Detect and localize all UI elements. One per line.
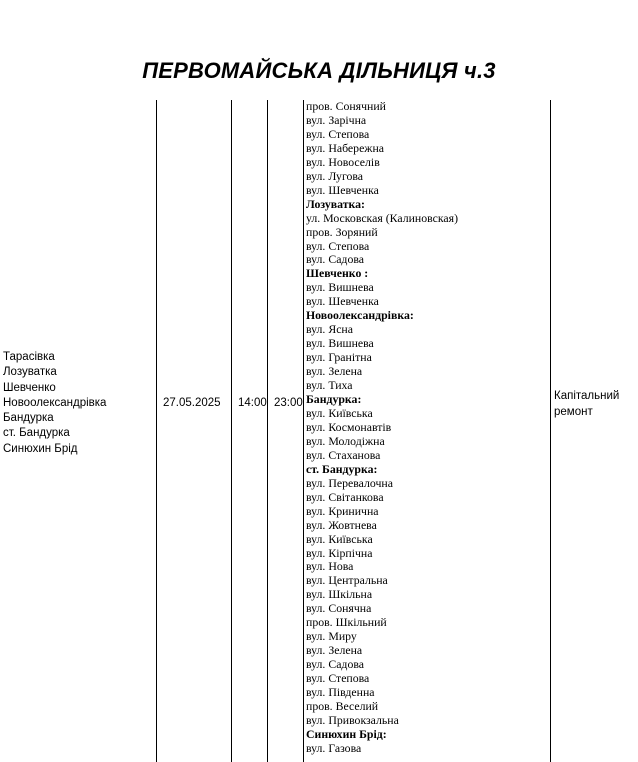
street-group-header: Новоолександрівка: xyxy=(306,308,414,323)
street-item: вул. Степова xyxy=(306,126,370,141)
street-item: вул. Кірпічна xyxy=(306,545,373,560)
reason-cell xyxy=(554,389,619,420)
street-item: пров. Зоряний xyxy=(306,224,378,239)
street-item: вул. Сонячна xyxy=(306,601,372,616)
street-item: вул. Тиха xyxy=(306,378,353,393)
street-item: вул. Південна xyxy=(306,685,375,700)
street-item: вул. Перевалочна xyxy=(306,475,393,490)
street-group-header: ст. Бандурка: xyxy=(306,461,378,476)
street-group-header: Лозуватка: xyxy=(306,196,365,211)
street-item: пров. Сонячний xyxy=(306,99,386,113)
street-item: вул. Зарічна xyxy=(306,112,367,127)
column-divider xyxy=(156,100,157,762)
street-item: вул. Ясна xyxy=(306,322,353,337)
street-item: вул. Шевченка xyxy=(306,294,379,309)
reason-line: Капітальний xyxy=(554,390,620,402)
street-item: вул. Стаханова xyxy=(306,447,381,462)
street-item: вул. Зелена xyxy=(306,364,363,379)
street-item: вул. Шкільна xyxy=(306,587,373,602)
column-divider xyxy=(550,100,551,762)
street-item: пров. Веселий xyxy=(306,698,379,713)
street-item: вул. Кринична xyxy=(306,503,379,518)
end-time-cell: 23:00 xyxy=(274,397,303,409)
street-item: вул. Світанкова xyxy=(306,489,384,504)
streets-cell xyxy=(306,100,550,756)
street-item: вул. Гранітна xyxy=(306,350,372,365)
reason-line: ремонт xyxy=(554,405,593,418)
street-item: вул. Центральна xyxy=(306,573,388,588)
street-item: вул. Зелена xyxy=(306,643,363,658)
street-item: ул. Московская (Калиновская) xyxy=(306,210,458,225)
column-divider xyxy=(303,100,304,762)
street-item: вул. Миру xyxy=(306,629,357,644)
settlement-name: Тарасівка xyxy=(3,351,55,363)
street-group-header: Синюхин Брід: xyxy=(306,726,387,741)
street-group-header: Шевченко : xyxy=(306,266,369,281)
street-item: вул. Садова xyxy=(306,252,364,267)
date-cell: 27.05.2025 xyxy=(163,397,221,409)
column-divider xyxy=(267,100,268,762)
street-item: пров. Шкільний xyxy=(306,615,387,630)
street-item: вул. Новоселів xyxy=(306,154,380,169)
settlement-name: ст. Бандурка xyxy=(3,427,70,440)
street-item: вул. Вишнева xyxy=(306,336,374,351)
page-title: ПЕРВОМАЙСЬКА ДІЛЬНИЦЯ ч.3 xyxy=(142,58,496,83)
settlement-name: Синюхин Брід xyxy=(3,442,78,455)
settlement-name: Новоолександрівка xyxy=(3,396,107,409)
street-item: вул. Київська xyxy=(306,405,373,420)
street-item: вул. Київська xyxy=(306,531,373,546)
street-item: вул. Привокзальна xyxy=(306,712,399,727)
street-item: вул. Молодіжна xyxy=(306,433,385,448)
street-item: вул. Газова xyxy=(306,740,362,755)
settlement-name: Лозуватка xyxy=(3,366,57,379)
street-item: вул. Набережна xyxy=(306,140,385,155)
start-time-cell: 14:00 xyxy=(238,397,267,409)
column-divider xyxy=(231,100,232,762)
settlement-name: Шевченко xyxy=(3,381,56,394)
street-item: вул. Степова xyxy=(306,238,370,253)
settlements-cell xyxy=(3,350,106,457)
street-item: вул. Космонавтів xyxy=(306,419,392,434)
street-group-header: Бандурка: xyxy=(306,392,362,407)
street-item: вул. Шевченка xyxy=(306,182,379,197)
settlement-name: Бандурка xyxy=(3,412,54,425)
street-item: вул. Нова xyxy=(306,559,354,574)
street-item: вул. Садова xyxy=(306,657,364,672)
street-item: вул. Степова xyxy=(306,671,370,686)
street-item: вул. Лугова xyxy=(306,168,364,183)
street-item: вул. Жовтнева xyxy=(306,517,377,532)
street-item: вул. Вишнева xyxy=(306,280,374,295)
